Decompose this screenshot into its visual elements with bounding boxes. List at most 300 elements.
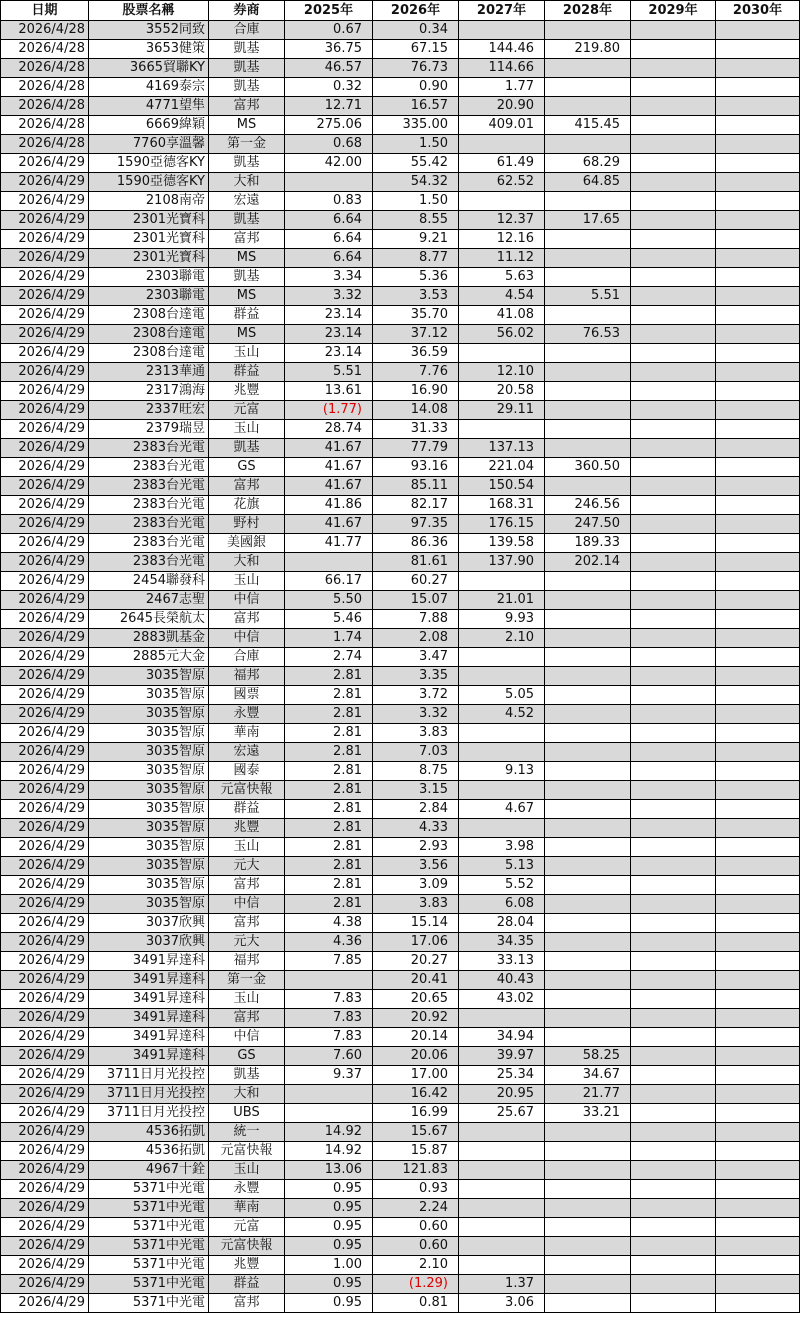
eps-2026-cell: 85.11 <box>373 477 459 496</box>
broker-cell: 中信 <box>209 895 285 914</box>
table-row <box>1 420 800 439</box>
broker-cell: 富邦 <box>209 914 285 933</box>
eps-2026-cell: 82.17 <box>373 496 459 515</box>
eps-2026-cell: 77.79 <box>373 439 459 458</box>
date-cell: 2026/4/29 <box>1 724 89 743</box>
eps-2030-cell <box>716 1066 800 1085</box>
header-stock-name: 股票名稱 <box>89 1 209 21</box>
eps-2030-cell <box>716 135 800 154</box>
eps-2027-cell: 144.46 <box>459 40 545 59</box>
eps-2030-cell <box>716 971 800 990</box>
stock-name-cell: 3035智原 <box>89 838 209 857</box>
eps-2028-cell <box>545 914 631 933</box>
stock-name-cell: 3035智原 <box>89 705 209 724</box>
broker-cell: 凱基 <box>209 1066 285 1085</box>
eps-2028-cell: 360.50 <box>545 458 631 477</box>
eps-2028-cell <box>545 249 631 268</box>
table-row <box>1 458 800 477</box>
eps-2025-cell: 7.60 <box>285 1047 373 1066</box>
eps-2027-cell <box>459 135 545 154</box>
broker-cell: 野村 <box>209 515 285 534</box>
stock-name-cell: 2308台達電 <box>89 344 209 363</box>
broker-cell: 凱基 <box>209 59 285 78</box>
eps-2028-cell <box>545 135 631 154</box>
table-row <box>1 1218 800 1237</box>
eps-2030-cell <box>716 838 800 857</box>
broker-cell: 兆豐 <box>209 819 285 838</box>
eps-2027-cell <box>459 724 545 743</box>
eps-2025-cell: 13.06 <box>285 1161 373 1180</box>
eps-2026-cell: 16.99 <box>373 1104 459 1123</box>
eps-2029-cell <box>631 325 716 344</box>
stock-name-cell: 2885元大金 <box>89 648 209 667</box>
eps-2030-cell <box>716 211 800 230</box>
eps-2029-cell <box>631 1294 716 1313</box>
date-cell: 2026/4/28 <box>1 40 89 59</box>
eps-2025-cell: 0.83 <box>285 192 373 211</box>
stock-name-cell: 3711日月光投控 <box>89 1104 209 1123</box>
eps-2028-cell <box>545 838 631 857</box>
eps-2025-cell: 2.81 <box>285 724 373 743</box>
eps-2029-cell <box>631 686 716 705</box>
eps-2029-cell <box>631 553 716 572</box>
eps-2026-cell: 15.07 <box>373 591 459 610</box>
broker-cell: 群益 <box>209 306 285 325</box>
stock-name-cell: 5371中光電 <box>89 1256 209 1275</box>
table-row <box>1 667 800 686</box>
eps-2029-cell <box>631 933 716 952</box>
eps-2028-cell <box>545 686 631 705</box>
eps-2027-cell: 409.01 <box>459 116 545 135</box>
eps-2027-cell: 25.34 <box>459 1066 545 1085</box>
eps-2030-cell <box>716 154 800 173</box>
stock-name-cell: 3711日月光投控 <box>89 1085 209 1104</box>
broker-cell: 統一 <box>209 1123 285 1142</box>
date-cell: 2026/4/29 <box>1 952 89 971</box>
eps-2027-cell: 137.13 <box>459 439 545 458</box>
broker-cell: 元大 <box>209 933 285 952</box>
eps-2025-cell: 41.67 <box>285 458 373 477</box>
table-row <box>1 1256 800 1275</box>
date-cell: 2026/4/28 <box>1 59 89 78</box>
eps-2027-cell: 12.37 <box>459 211 545 230</box>
broker-cell: 群益 <box>209 800 285 819</box>
stock-name-cell: 3491昇達科 <box>89 1028 209 1047</box>
eps-2029-cell <box>631 1009 716 1028</box>
eps-2026-cell: 15.67 <box>373 1123 459 1142</box>
eps-2027-cell: 3.06 <box>459 1294 545 1313</box>
eps-2028-cell <box>545 1199 631 1218</box>
eps-2029-cell <box>631 230 716 249</box>
eps-2030-cell <box>716 1256 800 1275</box>
broker-cell: MS <box>209 287 285 306</box>
eps-2028-cell <box>545 629 631 648</box>
date-cell: 2026/4/29 <box>1 154 89 173</box>
broker-cell: 凱基 <box>209 40 285 59</box>
broker-cell: 元富 <box>209 401 285 420</box>
table-row <box>1 135 800 154</box>
eps-2026-cell: 86.36 <box>373 534 459 553</box>
eps-2028-cell: 76.53 <box>545 325 631 344</box>
date-cell: 2026/4/29 <box>1 553 89 572</box>
broker-cell: 元大 <box>209 857 285 876</box>
eps-2027-cell: 41.08 <box>459 306 545 325</box>
eps-2027-cell: 5.52 <box>459 876 545 895</box>
eps-2029-cell <box>631 1047 716 1066</box>
eps-2029-cell <box>631 21 716 40</box>
table-row <box>1 401 800 420</box>
stock-name-cell: 3653健策 <box>89 40 209 59</box>
table-row <box>1 496 800 515</box>
eps-2025-cell: 6.64 <box>285 249 373 268</box>
eps-2030-cell <box>716 325 800 344</box>
eps-2026-cell: 2.93 <box>373 838 459 857</box>
table-row <box>1 648 800 667</box>
stock-name-cell: 4536拓凱 <box>89 1142 209 1161</box>
eps-2027-cell: 9.13 <box>459 762 545 781</box>
eps-2029-cell <box>631 40 716 59</box>
eps-2029-cell <box>631 1180 716 1199</box>
eps-2027-cell: 5.05 <box>459 686 545 705</box>
stock-name-cell: 5371中光電 <box>89 1199 209 1218</box>
eps-2026-cell: 3.83 <box>373 895 459 914</box>
broker-cell: 第一金 <box>209 971 285 990</box>
eps-2030-cell <box>716 914 800 933</box>
eps-2029-cell <box>631 363 716 382</box>
header-2026: 2026年 <box>373 1 459 21</box>
table-row <box>1 1180 800 1199</box>
eps-2029-cell <box>631 306 716 325</box>
stock-name-cell: 2337旺宏 <box>89 401 209 420</box>
date-cell: 2026/4/29 <box>1 1256 89 1275</box>
stock-name-cell: 2645長榮航太 <box>89 610 209 629</box>
eps-2025-cell: 2.81 <box>285 743 373 762</box>
eps-2030-cell <box>716 382 800 401</box>
stock-name-cell: 5371中光電 <box>89 1218 209 1237</box>
eps-2028-cell <box>545 857 631 876</box>
date-cell: 2026/4/29 <box>1 496 89 515</box>
eps-2030-cell <box>716 1009 800 1028</box>
eps-2025-cell: 23.14 <box>285 325 373 344</box>
broker-cell: 元富 <box>209 1218 285 1237</box>
eps-2026-cell: 7.76 <box>373 363 459 382</box>
date-cell: 2026/4/29 <box>1 857 89 876</box>
eps-2026-cell: 3.35 <box>373 667 459 686</box>
eps-2027-cell: 2.10 <box>459 629 545 648</box>
broker-cell: 玉山 <box>209 838 285 857</box>
stock-name-cell: 4169泰宗 <box>89 78 209 97</box>
table-row <box>1 686 800 705</box>
broker-cell: 群益 <box>209 363 285 382</box>
eps-2029-cell <box>631 971 716 990</box>
eps-2025-cell: 9.37 <box>285 1066 373 1085</box>
stock-name-cell: 2383台光電 <box>89 553 209 572</box>
broker-cell: 富邦 <box>209 97 285 116</box>
broker-cell: 凱基 <box>209 211 285 230</box>
eps-2030-cell <box>716 1275 800 1294</box>
date-cell: 2026/4/29 <box>1 230 89 249</box>
eps-2025-cell: 41.67 <box>285 477 373 496</box>
eps-2028-cell: 58.25 <box>545 1047 631 1066</box>
eps-2026-cell: 17.00 <box>373 1066 459 1085</box>
eps-2030-cell <box>716 819 800 838</box>
eps-2030-cell <box>716 249 800 268</box>
eps-2027-cell: 39.97 <box>459 1047 545 1066</box>
eps-2026-cell: 4.33 <box>373 819 459 838</box>
stock-name-cell: 1590亞德客KY <box>89 154 209 173</box>
broker-cell: 凱基 <box>209 154 285 173</box>
eps-2026-cell: 0.93 <box>373 1180 459 1199</box>
table-row <box>1 439 800 458</box>
eps-2029-cell <box>631 192 716 211</box>
eps-2029-cell <box>631 515 716 534</box>
stock-name-cell: 7760享溫馨 <box>89 135 209 154</box>
eps-2028-cell <box>545 572 631 591</box>
eps-2029-cell <box>631 173 716 192</box>
eps-2025-cell: 2.81 <box>285 705 373 724</box>
eps-2026-cell: 0.60 <box>373 1218 459 1237</box>
date-cell: 2026/4/29 <box>1 914 89 933</box>
eps-2026-cell: 20.41 <box>373 971 459 990</box>
eps-2028-cell <box>545 382 631 401</box>
eps-2030-cell <box>716 1180 800 1199</box>
eps-2028-cell: 246.56 <box>545 496 631 515</box>
eps-2025-cell: 2.81 <box>285 819 373 838</box>
eps-2028-cell <box>545 1142 631 1161</box>
eps-2029-cell <box>631 135 716 154</box>
eps-2025-cell: 4.36 <box>285 933 373 952</box>
eps-2028-cell <box>545 344 631 363</box>
eps-2027-cell: 4.52 <box>459 705 545 724</box>
table-row <box>1 819 800 838</box>
eps-2027-cell <box>459 667 545 686</box>
eps-2028-cell <box>545 876 631 895</box>
eps-2025-cell: 41.77 <box>285 534 373 553</box>
table-row <box>1 990 800 1009</box>
eps-2029-cell <box>631 78 716 97</box>
table-row <box>1 1275 800 1294</box>
table-row <box>1 971 800 990</box>
eps-2026-cell: 81.61 <box>373 553 459 572</box>
eps-2029-cell <box>631 1199 716 1218</box>
eps-2027-cell: 21.01 <box>459 591 545 610</box>
stock-name-cell: 3035智原 <box>89 667 209 686</box>
eps-2028-cell <box>545 781 631 800</box>
eps-2027-cell: 4.54 <box>459 287 545 306</box>
table-row <box>1 1104 800 1123</box>
date-cell: 2026/4/29 <box>1 382 89 401</box>
eps-2030-cell <box>716 1199 800 1218</box>
header-2030: 2030年 <box>716 1 800 21</box>
eps-2025-cell: 13.61 <box>285 382 373 401</box>
broker-cell: 花旗 <box>209 496 285 515</box>
eps-2029-cell <box>631 648 716 667</box>
table-row <box>1 268 800 287</box>
eps-2027-cell <box>459 1123 545 1142</box>
eps-2025-cell <box>285 173 373 192</box>
eps-2026-cell: 54.32 <box>373 173 459 192</box>
eps-2029-cell <box>631 819 716 838</box>
eps-2026-cell: 67.15 <box>373 40 459 59</box>
eps-2025-cell: 0.67 <box>285 21 373 40</box>
eps-2027-cell: 12.16 <box>459 230 545 249</box>
eps-2028-cell <box>545 724 631 743</box>
table-row <box>1 1085 800 1104</box>
eps-2025-cell <box>285 1104 373 1123</box>
eps-2030-cell <box>716 743 800 762</box>
eps-2025-cell: 7.83 <box>285 1009 373 1028</box>
broker-cell: 合庫 <box>209 21 285 40</box>
stock-name-cell: 2303聯電 <box>89 268 209 287</box>
eps-2029-cell <box>631 116 716 135</box>
eps-2028-cell <box>545 268 631 287</box>
table-row <box>1 325 800 344</box>
eps-2029-cell <box>631 895 716 914</box>
broker-cell: 大和 <box>209 553 285 572</box>
eps-2028-cell <box>545 97 631 116</box>
broker-cell: MS <box>209 249 285 268</box>
stock-name-cell: 3491昇達科 <box>89 990 209 1009</box>
eps-2028-cell <box>545 895 631 914</box>
table-row <box>1 1142 800 1161</box>
eps-2029-cell <box>631 667 716 686</box>
eps-2029-cell <box>631 990 716 1009</box>
eps-2026-cell: 1.50 <box>373 192 459 211</box>
eps-2027-cell <box>459 1237 545 1256</box>
eps-2026-cell: 2.24 <box>373 1199 459 1218</box>
eps-2029-cell <box>631 211 716 230</box>
date-cell: 2026/4/29 <box>1 572 89 591</box>
table-row <box>1 610 800 629</box>
stock-name-cell: 3711日月光投控 <box>89 1066 209 1085</box>
stock-name-cell: 2383台光電 <box>89 477 209 496</box>
date-cell: 2026/4/29 <box>1 933 89 952</box>
eps-2029-cell <box>631 401 716 420</box>
eps-2026-cell: 0.81 <box>373 1294 459 1313</box>
eps-2030-cell <box>716 1085 800 1104</box>
broker-cell: 玉山 <box>209 1161 285 1180</box>
eps-2026-cell: 76.73 <box>373 59 459 78</box>
eps-2029-cell <box>631 534 716 553</box>
eps-2029-cell <box>631 344 716 363</box>
eps-2025-cell: 5.46 <box>285 610 373 629</box>
eps-2028-cell <box>545 59 631 78</box>
eps-2026-cell: 16.42 <box>373 1085 459 1104</box>
date-cell: 2026/4/29 <box>1 1028 89 1047</box>
eps-2028-cell <box>545 971 631 990</box>
broker-cell: 第一金 <box>209 135 285 154</box>
date-cell: 2026/4/29 <box>1 1009 89 1028</box>
eps-2029-cell <box>631 838 716 857</box>
date-cell: 2026/4/29 <box>1 173 89 192</box>
broker-cell: 富邦 <box>209 876 285 895</box>
broker-cell: 群益 <box>209 1275 285 1294</box>
eps-2029-cell <box>631 705 716 724</box>
eps-2025-cell: 0.95 <box>285 1199 373 1218</box>
header-2028: 2028年 <box>545 1 631 21</box>
eps-2030-cell <box>716 344 800 363</box>
eps-2027-cell <box>459 1199 545 1218</box>
eps-2025-cell: 3.32 <box>285 287 373 306</box>
broker-cell: GS <box>209 1047 285 1066</box>
eps-2025-cell: 41.86 <box>285 496 373 515</box>
eps-2027-cell: 62.52 <box>459 173 545 192</box>
eps-2025-cell: 0.95 <box>285 1237 373 1256</box>
eps-2027-cell: 43.02 <box>459 990 545 1009</box>
stock-name-cell: 2454聯發科 <box>89 572 209 591</box>
eps-2027-cell: 28.04 <box>459 914 545 933</box>
eps-2026-cell: 3.83 <box>373 724 459 743</box>
broker-cell: 玉山 <box>209 420 285 439</box>
date-cell: 2026/4/29 <box>1 1047 89 1066</box>
eps-2025-cell: 2.74 <box>285 648 373 667</box>
eps-2025-cell: 41.67 <box>285 515 373 534</box>
eps-2027-cell: 168.31 <box>459 496 545 515</box>
stock-name-cell: 2317鴻海 <box>89 382 209 401</box>
table-row <box>1 1066 800 1085</box>
table-row <box>1 40 800 59</box>
table-row <box>1 1009 800 1028</box>
eps-2027-cell: 34.94 <box>459 1028 545 1047</box>
eps-2026-cell: 14.08 <box>373 401 459 420</box>
eps-2029-cell <box>631 914 716 933</box>
stock-name-cell: 2383台光電 <box>89 439 209 458</box>
eps-2028-cell: 202.14 <box>545 553 631 572</box>
eps-2029-cell <box>631 1142 716 1161</box>
table-row <box>1 534 800 553</box>
eps-2026-cell: 3.53 <box>373 287 459 306</box>
table-row <box>1 287 800 306</box>
eps-2029-cell <box>631 420 716 439</box>
stock-name-cell: 2313華通 <box>89 363 209 382</box>
eps-2027-cell: 137.90 <box>459 553 545 572</box>
date-cell: 2026/4/29 <box>1 1066 89 1085</box>
eps-2027-cell <box>459 1009 545 1028</box>
eps-2026-cell: 20.92 <box>373 1009 459 1028</box>
broker-cell: 中信 <box>209 591 285 610</box>
eps-2027-cell: 20.90 <box>459 97 545 116</box>
eps-2027-cell <box>459 21 545 40</box>
date-cell: 2026/4/29 <box>1 534 89 553</box>
eps-2026-cell: 3.09 <box>373 876 459 895</box>
table-row <box>1 382 800 401</box>
date-cell: 2026/4/29 <box>1 1104 89 1123</box>
broker-cell: 宏遠 <box>209 192 285 211</box>
date-cell: 2026/4/29 <box>1 648 89 667</box>
eps-2027-cell: 12.10 <box>459 363 545 382</box>
eps-2028-cell <box>545 610 631 629</box>
stock-name-cell: 2383台光電 <box>89 496 209 515</box>
eps-2025-cell: 7.83 <box>285 990 373 1009</box>
eps-2028-cell <box>545 1180 631 1199</box>
stock-name-cell: 4967十銓 <box>89 1161 209 1180</box>
eps-2030-cell <box>716 21 800 40</box>
eps-2030-cell <box>716 762 800 781</box>
eps-2025-cell: 0.95 <box>285 1275 373 1294</box>
broker-cell: MS <box>209 325 285 344</box>
table-row <box>1 1047 800 1066</box>
eps-2026-cell: 35.70 <box>373 306 459 325</box>
eps-2025-cell: 28.74 <box>285 420 373 439</box>
eps-2029-cell <box>631 743 716 762</box>
eps-2029-cell <box>631 496 716 515</box>
eps-2025-cell: 23.14 <box>285 344 373 363</box>
eps-2027-cell: 114.66 <box>459 59 545 78</box>
eps-2025-cell: 2.81 <box>285 800 373 819</box>
eps-2029-cell <box>631 249 716 268</box>
date-cell: 2026/4/29 <box>1 325 89 344</box>
date-cell: 2026/4/29 <box>1 629 89 648</box>
